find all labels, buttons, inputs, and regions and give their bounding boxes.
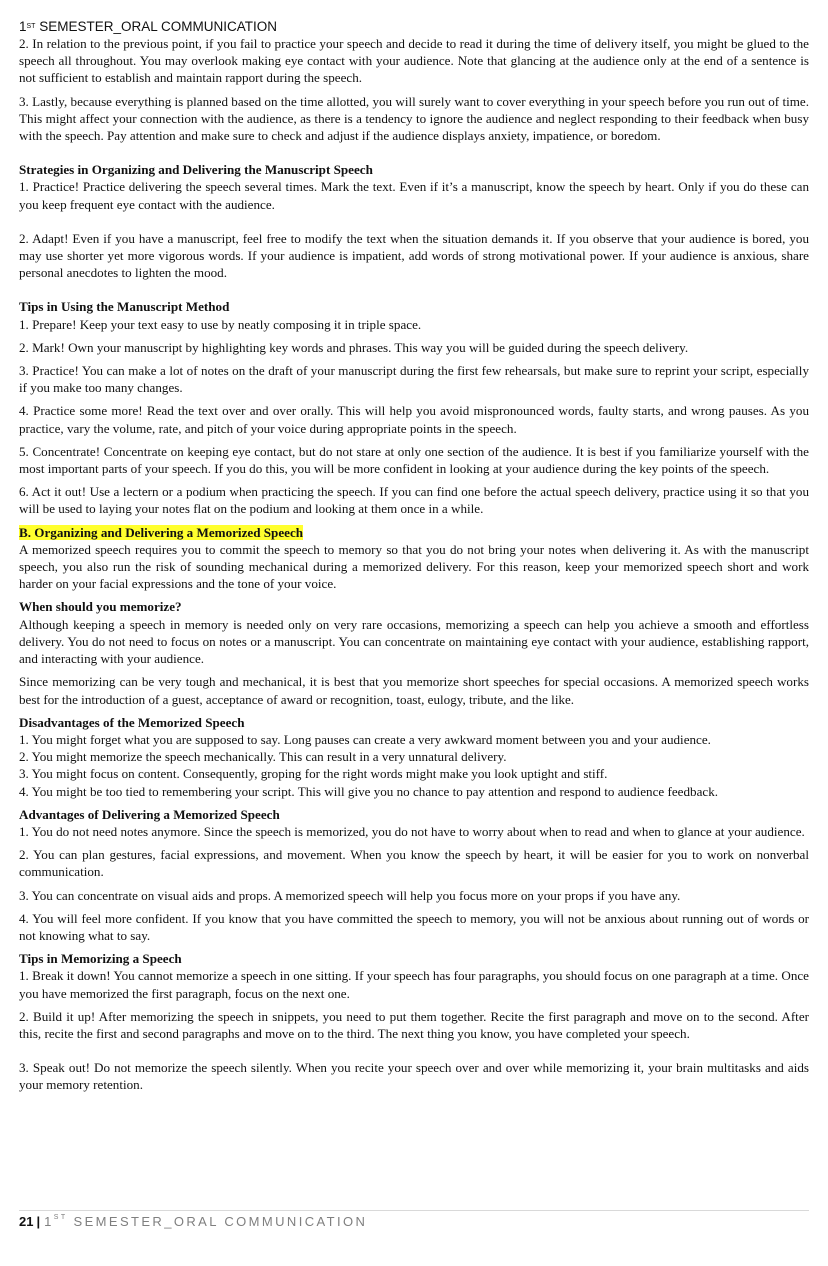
tips-manuscript-item: 4. Practice some more! Read the text over and over orally. This will help you avoid mispronounced words, faulty starts, and wrong pauses. As you practice, vary the volume, rate, and pitch of your voice during appropriate points in the speech.: [19, 403, 809, 436]
disadvantages-item: 3. You might focus on content. Consequently, groping for the right words might make you look uptight and stiff.: [19, 766, 608, 782]
page-number: 21: [19, 1214, 34, 1229]
advantages-item: 1. You do not need notes anymore. Since the speech is memorized, you do not have to worry about when to read and when to glance at your audience.: [19, 823, 805, 839]
intro-paragraph-2: 2. In relation to the previous point, if you fail to practice your speech and decide to read it during the time of delivery itself, you might be glued to the speech all throughout. You may overlook making eye contact with your audience. Note that glancing at the audience only at the end of a sentence is not sufficient to establish and maintain rapport during the speech.: [19, 36, 809, 86]
when-heading: When should you memorize?: [19, 599, 182, 615]
highlighted-heading: B. Organizing and Delivering a Memorized Speech: [19, 524, 304, 540]
when-paragraph: Although keeping a speech in memory is needed only on very rare occasions, memorizing a speech can help you achieve a smooth and effortless delivery. You do not need to focus on notes or a manuscript. You can concentrate on maintaining eye contact with your audience, establishing rapport, and interacting with your audience.: [19, 616, 809, 667]
advantages-heading: Advantages of Delivering a Memorized Speech: [19, 806, 280, 822]
tips-manuscript-item: 6. Act it out! Use a lectern or a podium when practicing the speech. If you can find one before the actual speech delivery, practice using it so that you will be used to laying your notes flat on the podium and looking at them once in a while.: [19, 484, 809, 517]
tips-memorizing-item: 3. Speak out! Do not memorize the speech silently. When you recite your speech over and over while memorizing it, your brain multitasks and aids your memory retention.: [19, 1060, 809, 1093]
advantages-item: 2. You can plan gestures, facial expressions, and movement. When you know the speech by heart, it will be easier for you to work on nonverbal communication.: [19, 847, 809, 880]
when-paragraph: Since memorizing can be very tough and mechanical, it is best that you memorize short speeches for special occasions. A memorized speech works best for the introduction of a guest, acceptance of award or recognition, toast, eulogy, tribute, and the like.: [19, 674, 809, 707]
footer-separator: |: [36, 1214, 41, 1229]
section-b-heading: [19, 524, 809, 541]
tips-manuscript-item: 2. Mark! Own your manuscript by highlighting key words and phrases. This way you will be guided during the speech delivery.: [19, 339, 689, 355]
strategies-heading: Strategies in Organizing and Delivering the Manuscript Speech: [19, 162, 373, 178]
page-header: 1ST SEMESTER_ORAL COMMUNICATION: [19, 19, 277, 34]
document-page: [19, 18, 809, 1094]
disadvantages-item: 2. You might memorize the speech mechanically. This can result in a very unnatural delivery.: [19, 749, 507, 765]
strategies-item: 2. Adapt! Even if you have a manuscript, feel free to modify the text when the situation demands it. If you observe that your audience is bored, you may use shorter yet more vigorous words. If your audience is impatient, add words of strong motivational power. If your audience is anxious, share personal anecdotes to lighten the mood.: [19, 230, 809, 281]
tips-memorizing-item: 2. Build it up! After memorizing the speech in snippets, you need to put them together. Recite the first paragraph and move on to the second. After this, recite the first and second paragraphs and move on to the third. The next thing you know, you have completed your speech.: [19, 1008, 809, 1041]
intro-paragraph-3: 3. Lastly, because everything is planned based on the time allotted, you will surely want to cover everything in your speech before you run out of time. This might affect your connection with the audience, as there is a tendency to ignore the audience and neglect responding to their feedback when busy with the speech. Pay attention and make sure to check and adjust if the audience displays anxiety, impatience, or boredom.: [19, 93, 809, 144]
tips-manuscript-item: 5. Concentrate! Concentrate on keeping eye contact, but do not stare at only one section of the audience. It is best if you familiarize yourself with the most important parts of your speech. If you do this, you will be more confident in looking at your audience during the key points of the speech.: [19, 443, 809, 477]
tips-manuscript-heading: Tips in Using the Manuscript Method: [19, 299, 230, 315]
tips-memorizing-item: 1. Break it down! You cannot memorize a speech in one sitting. If your speech has four paragraphs, you should focus on one paragraph at a time. Once you have memorized the first paragraph, focus on the next one.: [19, 968, 809, 1001]
tips-manuscript-item: 1. Prepare! Keep your text easy to use by neatly composing it in triple space.: [19, 316, 422, 332]
section-b-body: A memorized speech requires you to commit the speech to memory so that you do not bring your notes when delivering it. As with the manuscript speech, you also run the risk of sounding mechanical during a memorized delivery. For this reason, keep your memorized speech short and work harder on your facial expressions and the tone of your voice.: [19, 541, 809, 592]
tips-manuscript-item: 3. Practice! You can make a lot of notes on the draft of your manuscript during the first few rehearsals, but make sure to reprint your script, especially if you make too many changes.: [19, 363, 809, 396]
disadvantages-item: 1. You might forget what you are supposed to say. Long pauses can create a very awkward moment between you and your audience.: [19, 731, 711, 747]
advantages-item: 4. You will feel more confident. If you know that you have committed the speech to memory, you will not be anxious about running out of words or not knowing what to say.: [19, 910, 809, 943]
tips-memorizing-heading: Tips in Memorizing a Speech: [19, 951, 182, 967]
disadvantages-item: 4. You might be too tied to remembering your script. This will give you no chance to pay attention and respond to audience feedback.: [19, 783, 719, 799]
disadvantages-heading: Disadvantages of the Memorized Speech: [19, 714, 245, 730]
strategies-item: 1. Practice! Practice delivering the speech several times. Mark the text. Even if it’s a manuscript, know the speech by heart. Only if you do these can you keep frequent eye contact with the audience.: [19, 179, 809, 212]
page-footer: 21 | 1ST SEMESTER_ORAL COMMUNICATION: [19, 1210, 809, 1229]
advantages-item: 3. You can concentrate on visual aids and props. A memorized speech will help you focus more on your props if you have any.: [19, 887, 681, 903]
